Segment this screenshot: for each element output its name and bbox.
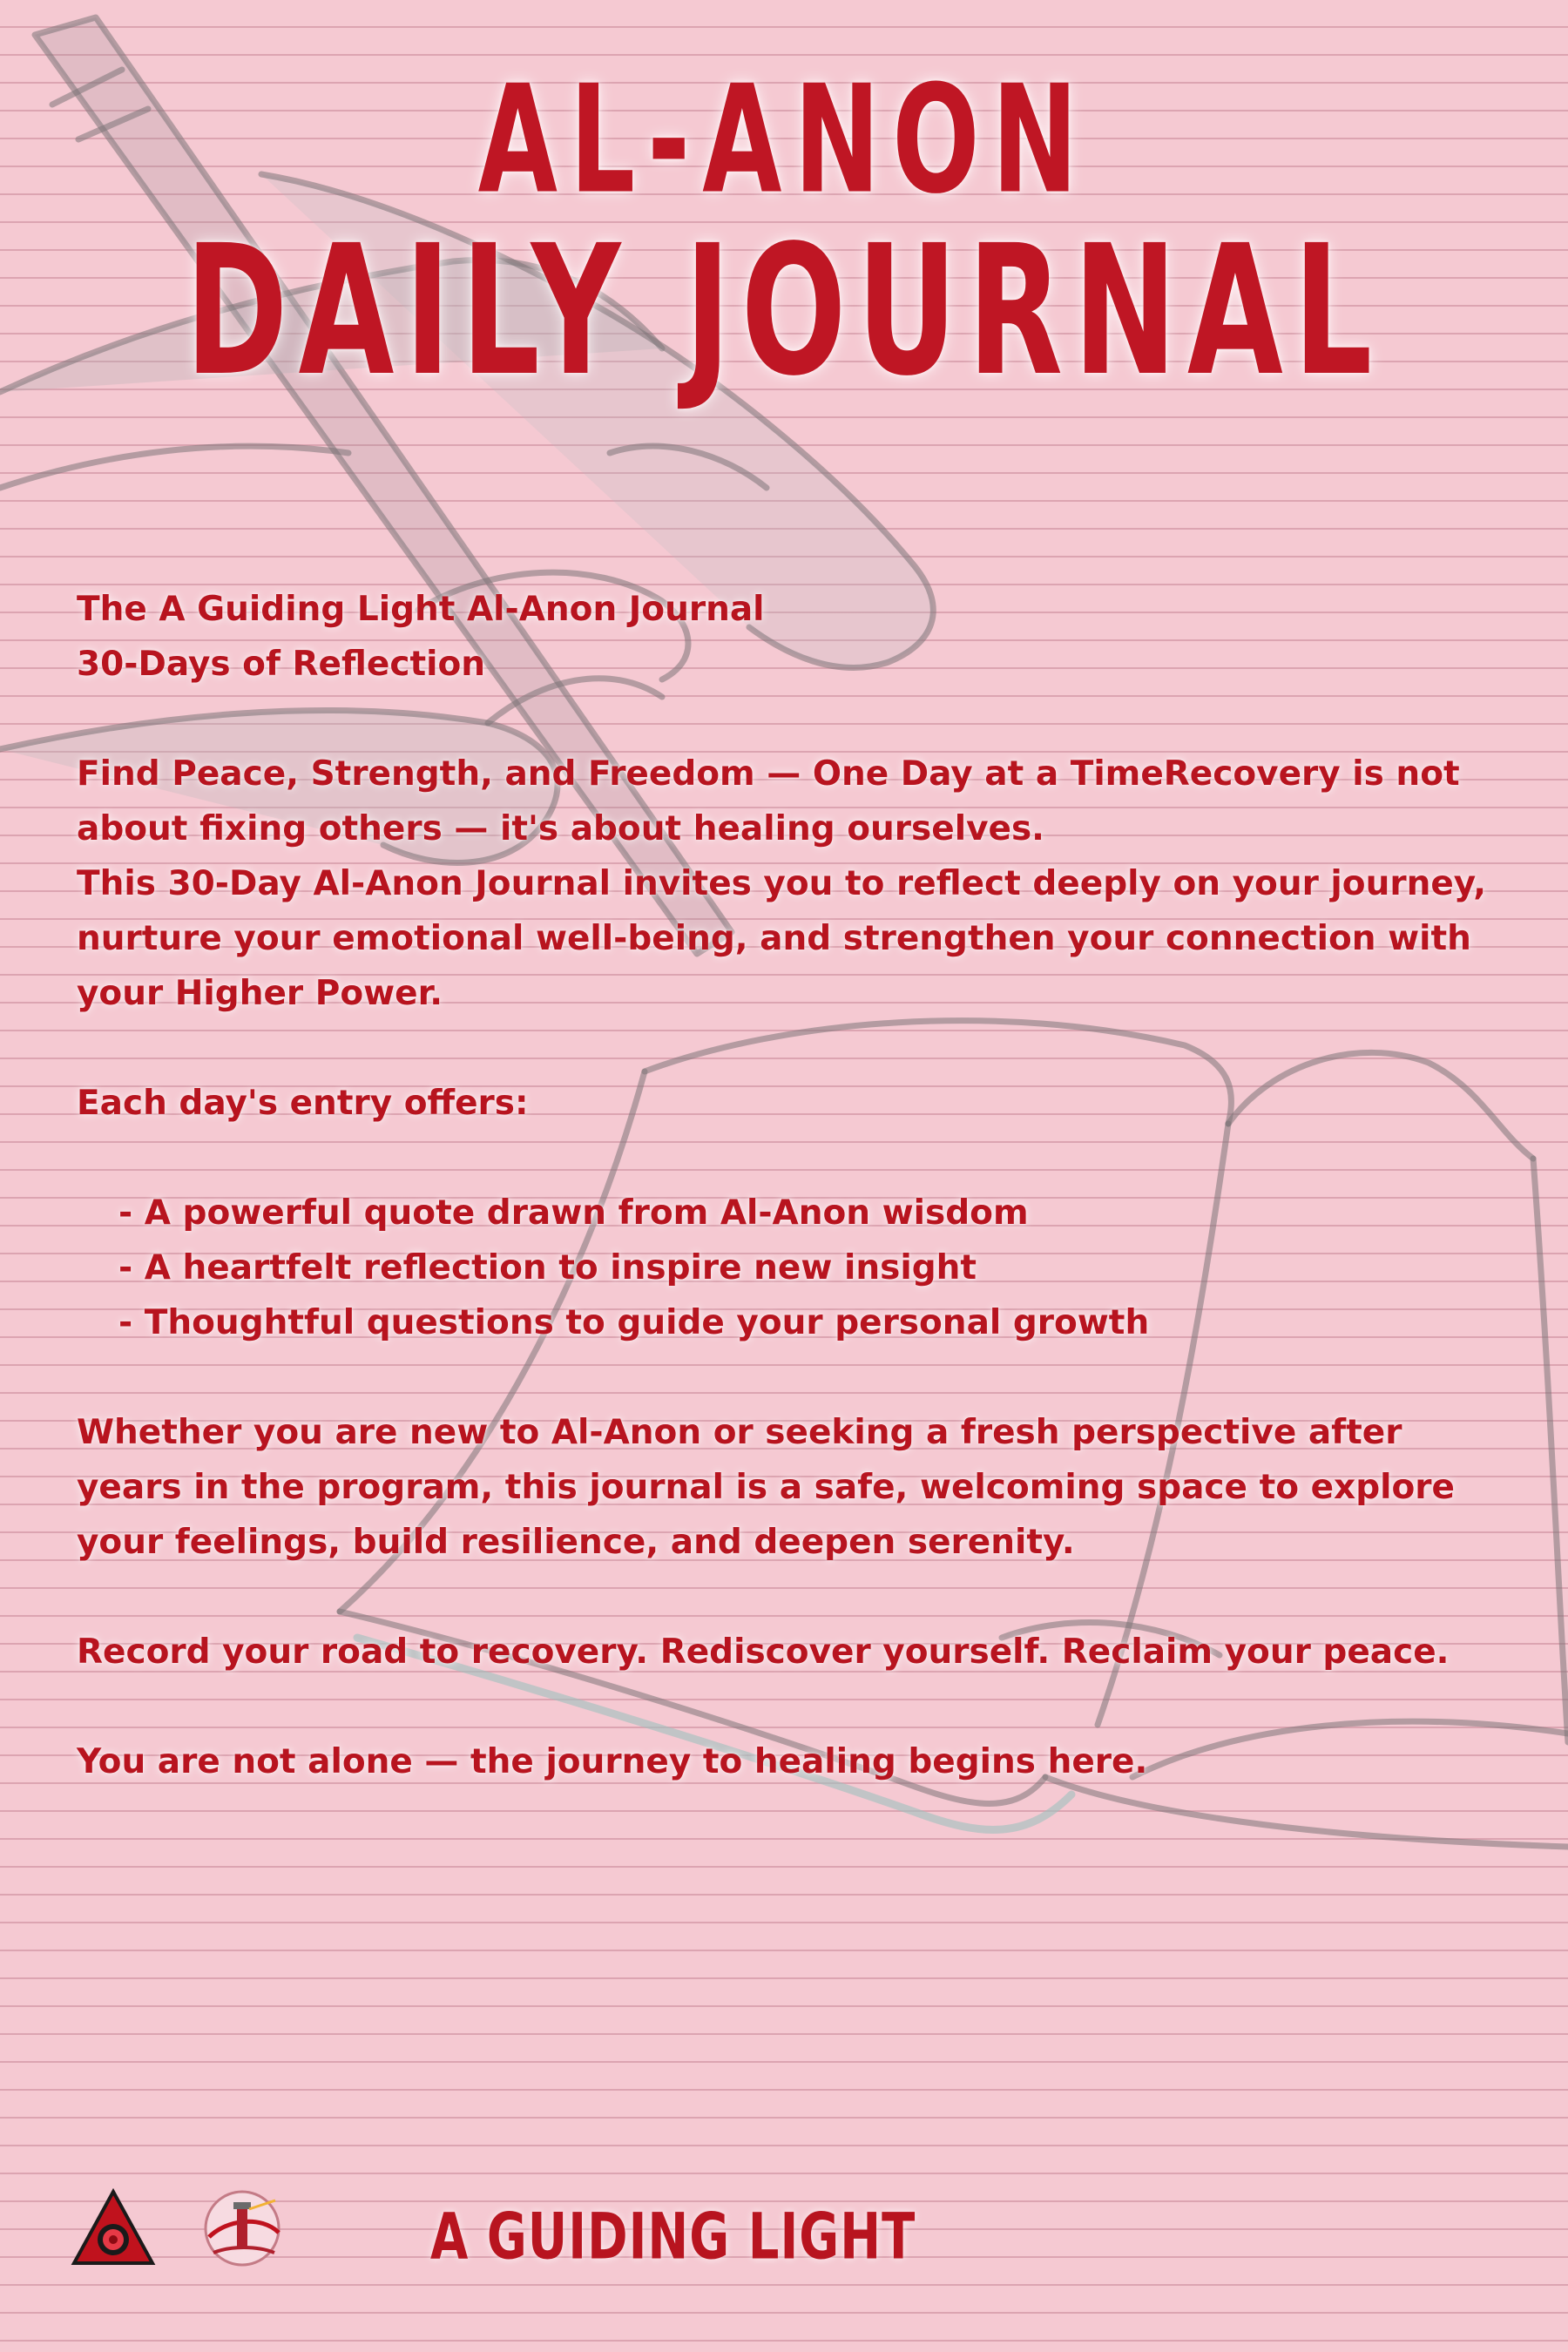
list-item: - A powerful quote drawn from Al-Anon wisdom xyxy=(118,1193,1029,1233)
description xyxy=(77,582,1514,1844)
footer-logos xyxy=(70,2185,296,2272)
paragraph-2: Whether you are new to Al-Anon or seeking a fresh perspective after years in the program, this journal is a safe, welcoming space to explore your feelings, build resilience, and deepen serenity. xyxy=(77,1413,1455,1562)
list-item: - Thoughtful questions to guide your personal growth xyxy=(118,1303,1150,1342)
paragraph-4: You are not alone — the journey to healing begins here. xyxy=(77,1742,1148,1781)
paragraph-3: Record your road to recovery. Rediscover yourself. Reclaim your peace. xyxy=(77,1632,1450,1672)
title-line-2: DAILY JOURNAL xyxy=(185,207,1383,416)
intro xyxy=(77,582,1514,692)
offers-heading: Each day's entry offers: xyxy=(77,1084,529,1123)
intro-line-1: The A Guiding Light Al-Anon Journal xyxy=(77,590,765,629)
intro-line-2: 30-Days of Reflection xyxy=(77,645,486,684)
list-item: - A heartfelt reflection to inspire new insight xyxy=(118,1248,977,1288)
lighthouse-logo-icon xyxy=(206,2192,279,2265)
brand-name: A GUIDING LIGHT xyxy=(430,2200,916,2274)
title-line-1: AL-ANON xyxy=(477,52,1091,227)
triangle-circle-logo-icon xyxy=(74,2192,152,2263)
paragraph-1: Find Peace, Strength, and Freedom — One Day at a TimeRecovery is not about fixing others — it's about healing ourselves. This 30-Day Al-Anon Journal invites you to reflect deeply on your journey, nurture your emotional well-being, and strengthen your connection with your Higher Power. xyxy=(77,754,1487,1013)
offers-list xyxy=(77,1186,1514,1350)
